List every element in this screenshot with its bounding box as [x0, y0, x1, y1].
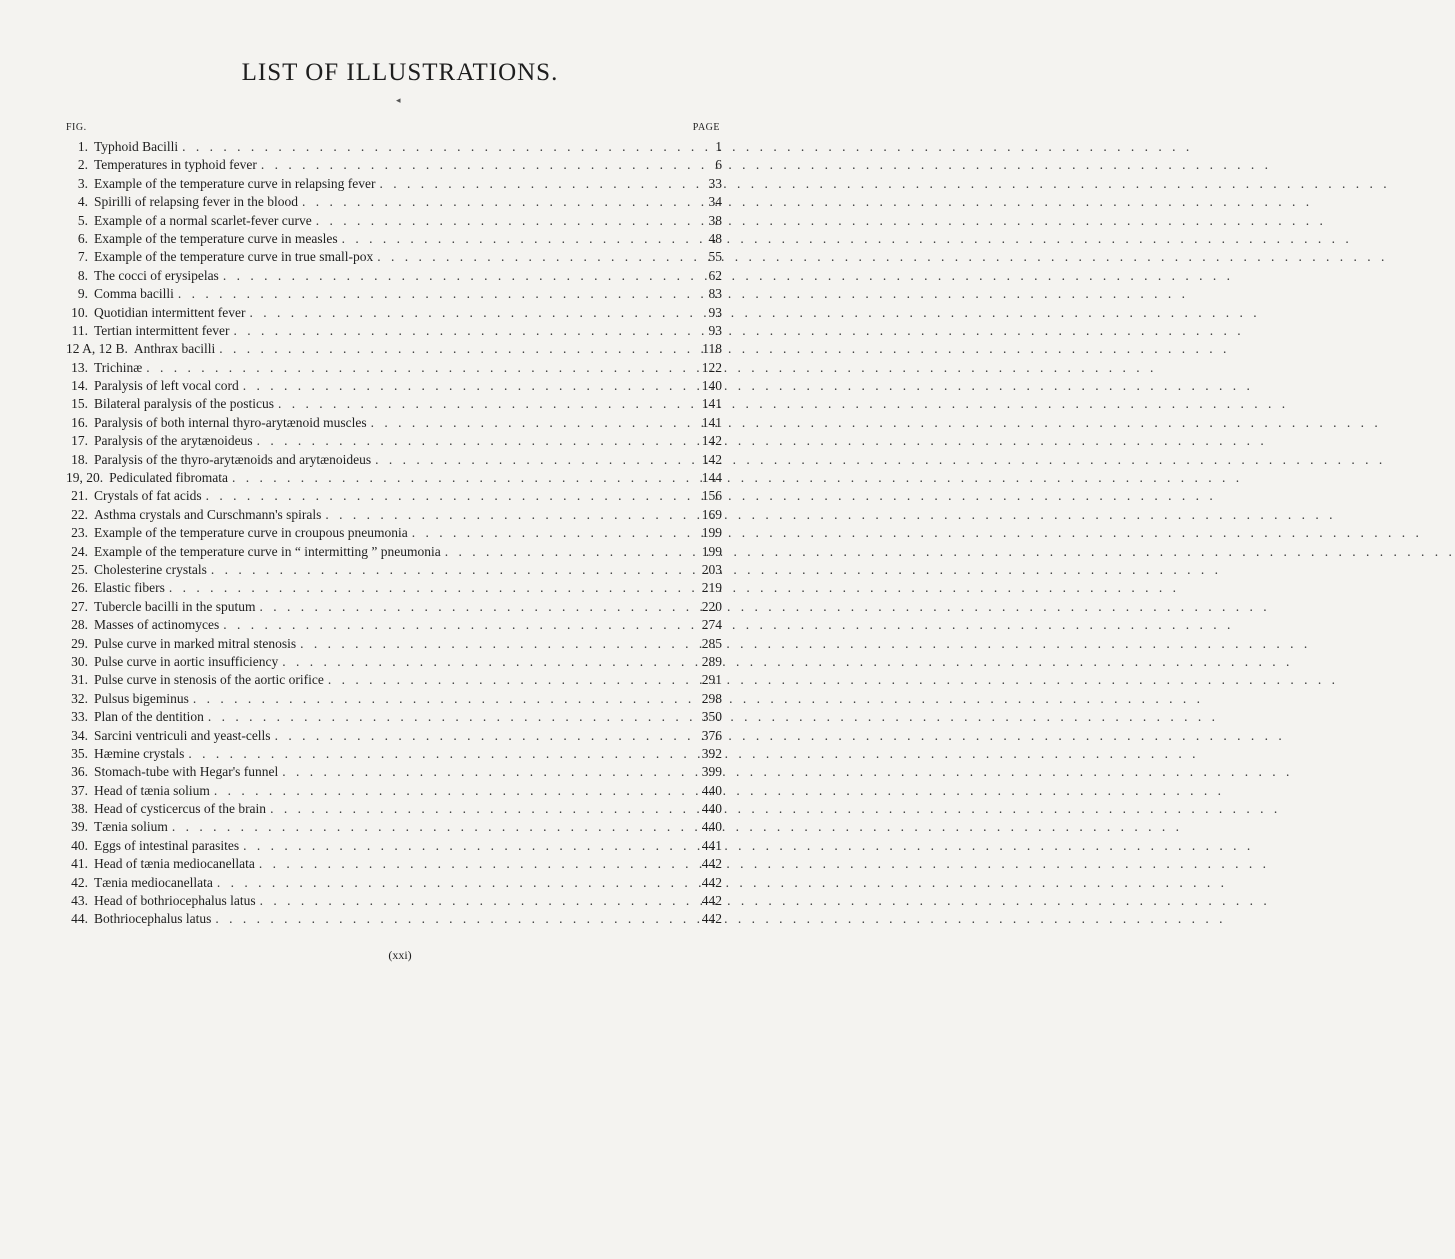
figure-number: 8.: [77, 267, 88, 283]
dot-leader: [239, 837, 692, 855]
dot-leader: [213, 874, 692, 892]
dot-leader: [204, 708, 692, 726]
figure-number: 26.: [71, 580, 88, 596]
figure-number: 34.: [71, 727, 88, 743]
dot-leader: [174, 285, 692, 303]
list-item: [66, 579, 722, 597]
dot-leader: [239, 377, 692, 395]
list-item: [66, 212, 722, 230]
list-item: [66, 487, 722, 505]
figure-caption: Example of the temperature curve in measles: [94, 230, 338, 246]
figure-caption: Sarcini ventriculi and yeast-cells: [94, 727, 271, 743]
dot-leader: [408, 524, 692, 542]
list-item: [66, 874, 722, 892]
dot-leader: [367, 414, 692, 432]
dot-leader: [207, 561, 692, 579]
figure-caption: Elastic fibers: [94, 580, 165, 596]
list-item: [66, 138, 722, 156]
dot-leader: [165, 579, 692, 597]
figure-caption: Spirilli of relapsing fever in the blood: [94, 194, 298, 210]
figure-caption: Stomach-tube with Hegar's funnel: [94, 764, 279, 780]
list-item: [66, 708, 722, 726]
page-number: 62: [708, 267, 722, 283]
list-item: [66, 763, 722, 781]
page-number: 34: [708, 194, 722, 210]
figure-caption: Example of the temperature curve in “ intermitting ” pneumonia: [94, 543, 441, 559]
dot-leader: [296, 635, 692, 653]
figure-caption: Typhoid Bacilli: [94, 139, 179, 154]
list-item: [66, 543, 722, 561]
dot-leader: [219, 267, 692, 285]
figure-number: 30.: [71, 653, 88, 669]
page-number: 55: [708, 249, 722, 265]
figure-caption: Anthrax bacilli: [133, 341, 216, 357]
figure-number: 3.: [77, 175, 88, 191]
list-item: [66, 395, 722, 413]
dot-leader: [256, 892, 692, 910]
list-item: [66, 598, 722, 616]
figure-caption: Paralysis of both internal thyro-arytænoid muscles: [94, 414, 367, 430]
page-number: 1: [715, 139, 722, 154]
list-item: [66, 561, 722, 579]
list-item: [66, 671, 722, 689]
list-item: [66, 782, 722, 800]
dot-leader: [142, 359, 692, 377]
dot-leader: [376, 175, 693, 193]
page-number: 141: [701, 396, 722, 412]
list-item: [66, 892, 722, 910]
dot-leader: [257, 156, 692, 174]
page-number: 442: [701, 893, 722, 909]
page-number: 33: [708, 175, 722, 191]
dot-leader: [441, 543, 692, 561]
list-item: [66, 414, 722, 432]
list-item: [66, 690, 722, 708]
dot-leader: [189, 690, 692, 708]
page-number: 399: [701, 764, 722, 780]
dot-leader: [184, 745, 692, 763]
dot-leader: [202, 487, 692, 505]
figure-number: 44.: [71, 911, 88, 927]
figure-number: 16.: [71, 414, 88, 430]
figure-number: 41.: [71, 856, 88, 872]
dot-leader: [219, 616, 692, 634]
list-item: [66, 506, 722, 524]
figure-number: 31.: [71, 672, 88, 688]
figure-caption: Trichinæ: [94, 359, 143, 375]
page-number: 291: [701, 672, 722, 688]
figure-number: 5.: [77, 212, 88, 228]
figure-caption: Tænia solium: [94, 819, 168, 835]
figure-number: 36.: [71, 764, 88, 780]
figure-number: 42.: [71, 874, 88, 890]
figure-number: 21.: [71, 488, 88, 504]
page-number: 219: [701, 580, 722, 596]
page-number: 442: [701, 911, 722, 927]
dot-leader: [228, 469, 692, 487]
list-item: [66, 248, 722, 266]
list-item: [66, 616, 722, 634]
page-number: 440: [701, 801, 722, 817]
figure-caption: Bilateral paralysis of the posticus: [94, 396, 274, 412]
figure-caption: Head of tænia solium: [94, 782, 210, 798]
figure-caption: Head of bothriocephalus latus: [94, 893, 256, 909]
page-number: 141: [701, 414, 722, 430]
figure-number: 19, 20.: [66, 470, 104, 486]
list-item: [66, 267, 722, 285]
figure-number: 18.: [71, 451, 88, 467]
figure-caption: Masses of actinomyces: [94, 617, 220, 633]
list-item: [66, 837, 722, 855]
figure-number: 9.: [77, 286, 88, 302]
page-number: 298: [701, 690, 722, 706]
figure-caption: Example of a normal scarlet-fever curve: [94, 212, 312, 228]
figure-number: 6.: [77, 230, 88, 246]
figure-caption: Temperatures in typhoid fever: [94, 157, 257, 173]
dot-leader: [266, 800, 692, 818]
figure-number: 14.: [71, 378, 88, 394]
list-item: [66, 322, 722, 340]
dot-leader: [253, 432, 692, 450]
figure-number: 43.: [71, 893, 88, 909]
list-item: [66, 304, 722, 322]
page-number: 156: [701, 488, 722, 504]
list-item: [66, 451, 722, 469]
page-number: 48: [708, 230, 722, 246]
dot-leader: [255, 855, 692, 873]
list-item: [66, 727, 722, 745]
figure-number: 10.: [71, 304, 88, 320]
page-number: 220: [701, 598, 722, 614]
list-item: [66, 855, 722, 873]
figure-caption: Pulse curve in aortic insufficiency: [94, 653, 279, 669]
page-number: 93: [708, 304, 722, 320]
page-number: 442: [701, 856, 722, 872]
figure-caption: Example of the temperature curve in croupous pneumonia: [94, 525, 408, 541]
page-number: 199: [701, 543, 722, 559]
figure-caption: Asthma crystals and Curschmann's spirals: [94, 506, 322, 522]
dot-leader: [274, 395, 692, 413]
figure-caption: Tænia mediocanellata: [94, 874, 213, 890]
page-number: 440: [701, 819, 722, 835]
dot-leader: [230, 322, 693, 340]
figure-caption: Tertian intermittent fever: [94, 322, 230, 338]
figure-number: 15.: [71, 396, 88, 412]
page-number: 38: [708, 212, 722, 228]
figure-caption: Paralysis of the arytænoideus: [94, 433, 253, 449]
list-item: [66, 175, 722, 193]
list-item: [66, 745, 722, 763]
page-number: 440: [701, 782, 722, 798]
figure-caption: Example of the temperature curve in true small-pox: [94, 249, 374, 265]
page-number: 142: [701, 433, 722, 449]
dot-leader: [210, 782, 692, 800]
figure-number: 40.: [71, 837, 88, 853]
list-item: [66, 230, 722, 248]
dot-leader: [178, 138, 692, 156]
list-item: [66, 469, 722, 487]
dot-leader: [312, 212, 692, 230]
figure-caption: Pulsus bigeminus: [94, 690, 189, 706]
dot-leader: [255, 598, 692, 616]
figure-number: 1.: [77, 139, 88, 154]
figure-caption: Paralysis of left vocal cord: [94, 378, 239, 394]
figure-number: 24.: [71, 543, 88, 559]
figure-caption: Head of tænia mediocanellata: [94, 856, 255, 872]
list-item: [66, 818, 722, 836]
page-number: 376: [701, 727, 722, 743]
list-item: [66, 524, 722, 542]
page-number: 350: [701, 709, 722, 725]
page-number: 285: [701, 635, 722, 651]
column-header-fig: FIG.: [66, 122, 87, 133]
figure-caption: Tubercle bacilli in the sputum: [94, 598, 256, 614]
figure-number: 13.: [71, 359, 88, 375]
figure-caption: Cholesterine crystals: [94, 561, 207, 577]
figure-number: 4.: [77, 194, 88, 210]
illustration-list: [66, 138, 722, 929]
dot-leader: [211, 910, 692, 928]
dot-leader: [373, 248, 692, 266]
page-number: 142: [701, 451, 722, 467]
figure-caption: Crystals of fat acids: [94, 488, 202, 504]
figure-number: 17.: [71, 433, 88, 449]
page-number: 144: [701, 470, 722, 486]
figure-number: 25.: [71, 561, 88, 577]
page-number: 169: [701, 506, 722, 522]
figure-caption: Quotidian intermittent fever: [94, 304, 246, 320]
figure-number: 39.: [71, 819, 88, 835]
dot-leader: [278, 653, 692, 671]
list-item: [66, 359, 722, 377]
dot-leader: [168, 818, 692, 836]
page-number: 274: [701, 617, 722, 633]
list-item: [66, 910, 722, 928]
page-number: 93: [708, 322, 722, 338]
list-item: [66, 193, 722, 211]
figure-caption: Pulse curve in marked mitral stenosis: [94, 635, 297, 651]
page-number: 199: [701, 525, 722, 541]
figure-caption: Paralysis of the thyro-arytænoids and arytænoideus: [94, 451, 372, 467]
page-number-footer: (xxi): [388, 948, 412, 962]
figure-caption: Hæmine crystals: [94, 745, 185, 761]
figure-number: 29.: [71, 635, 88, 651]
page-number: 289: [701, 653, 722, 669]
dot-leader: [321, 506, 692, 524]
figure-caption: Head of cysticercus of the brain: [94, 801, 267, 817]
list-item: [66, 340, 722, 358]
printer-mark: ◂: [396, 95, 401, 105]
dot-leader: [338, 230, 692, 248]
list-item: [66, 635, 722, 653]
page-number: 122: [701, 359, 722, 375]
dot-leader: [215, 340, 692, 358]
figure-caption: Pediculated fibromata: [109, 470, 228, 486]
figure-caption: Pulse curve in stenosis of the aortic orifice: [94, 672, 324, 688]
page-number: 442: [701, 874, 722, 890]
figure-number: 38.: [71, 801, 88, 817]
page-number: 6: [715, 157, 722, 173]
figure-number: 33.: [71, 709, 88, 725]
page-number: 203: [701, 561, 722, 577]
list-item: [66, 432, 722, 450]
dot-leader: [371, 451, 692, 469]
figure-caption: Bothriocephalus latus: [94, 911, 212, 927]
dot-leader: [324, 671, 692, 689]
figure-number: 35.: [71, 745, 88, 761]
figure-caption: The cocci of erysipelas: [94, 267, 219, 283]
list-item: [66, 377, 722, 395]
list-item: [66, 285, 722, 303]
figure-number: 32.: [71, 690, 88, 706]
page-number: 118: [702, 341, 722, 357]
list-item: [66, 800, 722, 818]
page-number: 441: [701, 837, 722, 853]
figure-number: 23.: [71, 525, 88, 541]
figure-number: 7.: [77, 249, 88, 265]
figure-caption: Eggs of intestinal parasites: [94, 837, 240, 853]
dot-leader: [298, 193, 692, 211]
figure-number: 22.: [71, 506, 88, 522]
dot-leader: [245, 304, 692, 322]
figure-caption: Example of the temperature curve in relapsing fever: [94, 175, 376, 191]
list-item: [66, 653, 722, 671]
dot-leader: [271, 727, 692, 745]
list-item: [66, 156, 722, 174]
figure-number: 11.: [71, 322, 88, 338]
figure-number: 27.: [71, 598, 88, 614]
figure-number: 12 A, 12 B.: [66, 341, 128, 357]
figure-number: 2.: [77, 157, 88, 173]
dot-leader: [278, 763, 692, 781]
figure-number: 28.: [71, 617, 88, 633]
figure-caption: Plan of the dentition: [94, 709, 204, 725]
column-header-page: PAGE: [692, 122, 720, 133]
page-number: 140: [701, 378, 722, 394]
page-number: 83: [708, 286, 722, 302]
page-title: LIST OF ILLUSTRATIONS.: [241, 59, 559, 86]
figure-number: 37.: [71, 782, 88, 798]
page-number: 392: [701, 745, 722, 761]
figure-caption: Comma bacilli: [94, 286, 174, 302]
